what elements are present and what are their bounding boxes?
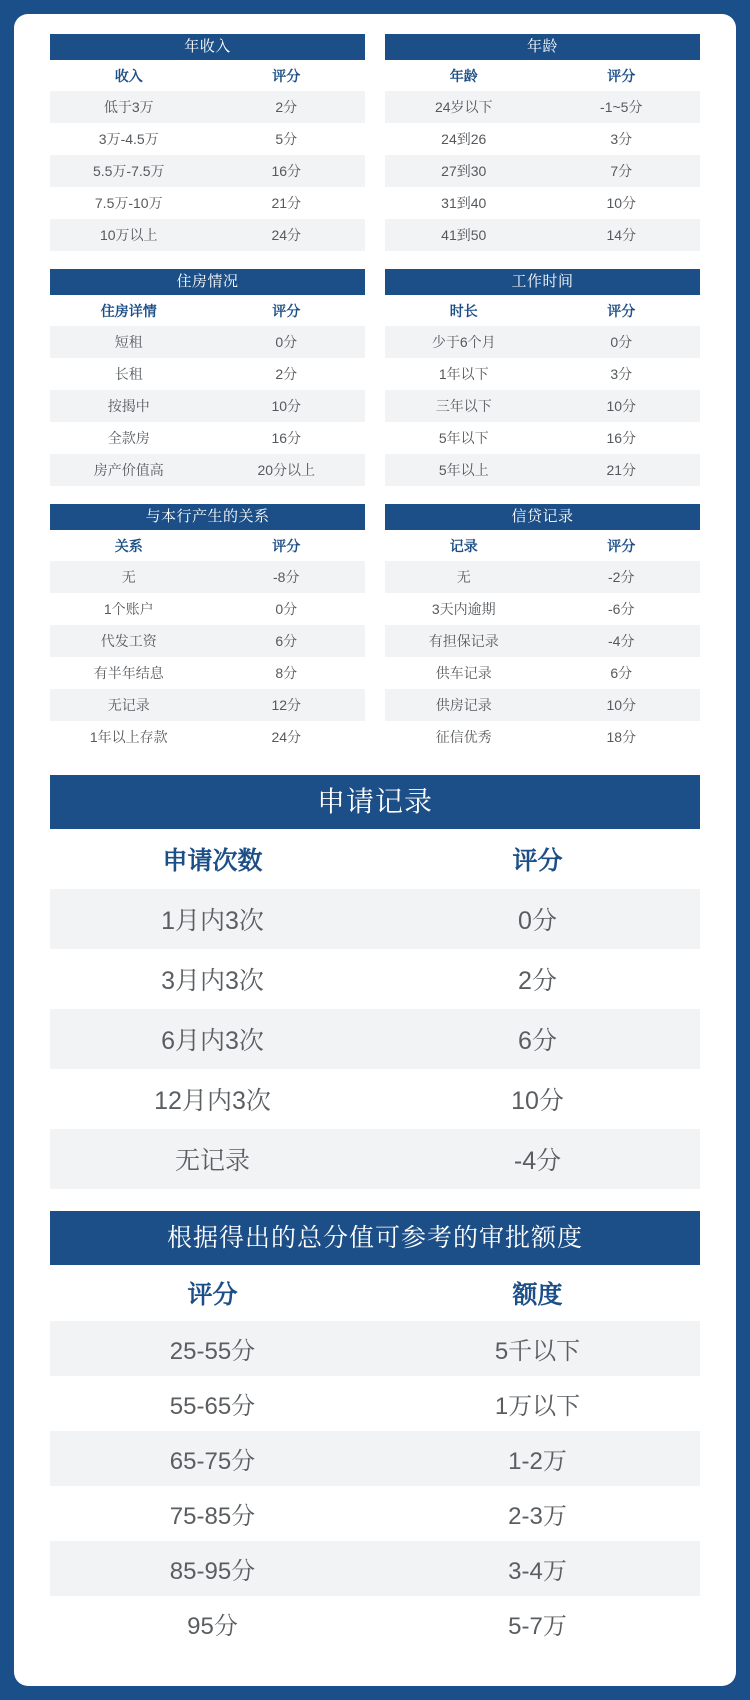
table-row: [50, 949, 700, 1009]
table-title: 年收入: [50, 34, 365, 60]
cell-label: 长租: [50, 358, 208, 390]
table-header-row: [50, 829, 700, 889]
table-row: [385, 326, 700, 358]
cell-label: 10万以上: [50, 219, 208, 251]
table-title: 与本行产生的关系: [50, 504, 365, 530]
column-header: 申请次数: [50, 829, 375, 889]
cell-score: 0分: [208, 593, 366, 625]
table: [385, 295, 700, 486]
cell-score: 6分: [375, 1009, 700, 1069]
cell-label: 有半年结息: [50, 657, 208, 689]
cell-score: 6分: [543, 657, 701, 689]
cell-label: 31到40: [385, 187, 543, 219]
cell-label: 7.5万-10万: [50, 187, 208, 219]
cell-score: -1~5分: [543, 91, 701, 123]
table-row: [50, 1009, 700, 1069]
table-row: [50, 889, 700, 949]
cell-label: 24到26: [385, 123, 543, 155]
cell-label: 短租: [50, 326, 208, 358]
column-header: 评分: [50, 1265, 375, 1321]
table-row: [50, 1321, 700, 1376]
table-title: 年龄: [385, 34, 700, 60]
table-row: [385, 91, 700, 123]
cell-score: 16分: [208, 155, 366, 187]
cell-label: 24岁以下: [385, 91, 543, 123]
column-header: 关系: [50, 530, 208, 561]
table-row: [50, 1069, 700, 1129]
table-income: [50, 34, 365, 251]
table-row: [50, 561, 365, 593]
table-header-row: [50, 1265, 700, 1321]
cell-score: -6分: [543, 593, 701, 625]
cell-score: -2分: [543, 561, 701, 593]
table-row: [385, 561, 700, 593]
cell-score: 10分: [208, 390, 366, 422]
cell-label: 27到30: [385, 155, 543, 187]
cell-label: 代发工资: [50, 625, 208, 657]
table-row: [385, 625, 700, 657]
table: [50, 60, 365, 251]
table-header-row: [385, 60, 700, 91]
column-header: 评分: [543, 530, 701, 561]
table: [50, 530, 365, 753]
cell-score: 10分: [543, 689, 701, 721]
cell-label: 三年以下: [385, 390, 543, 422]
cell-score: -4分: [543, 625, 701, 657]
table-header-row: [50, 295, 365, 326]
table-row: [385, 721, 700, 753]
cell-label: 6月内3次: [50, 1009, 375, 1069]
table-row: [50, 1129, 700, 1189]
table-application-records: [50, 775, 700, 1189]
cell-label: 征信优秀: [385, 721, 543, 753]
table-row: [385, 187, 700, 219]
table-title: 住房情况: [50, 269, 365, 295]
column-header: 评分: [543, 295, 701, 326]
table-title: 根据得出的总分值可参考的审批额度: [50, 1211, 700, 1265]
cell-score: 2分: [208, 358, 366, 390]
mini-tables-grid: [50, 34, 700, 753]
table-housing: [50, 269, 365, 486]
cell-score: 0分: [543, 326, 701, 358]
cell-amount: 5-7万: [375, 1596, 700, 1651]
table-row: [50, 1596, 700, 1651]
table-row: [50, 155, 365, 187]
column-header: 年龄: [385, 60, 543, 91]
cell-label: 5年以下: [385, 422, 543, 454]
cell-score-range: 85-95分: [50, 1541, 375, 1596]
table-row: [50, 454, 365, 486]
cell-score: 8分: [208, 657, 366, 689]
table: [50, 1265, 700, 1651]
table-row: [50, 187, 365, 219]
cell-label: 全款房: [50, 422, 208, 454]
column-header: 住房详情: [50, 295, 208, 326]
cell-score: 24分: [208, 721, 366, 753]
cell-label: 1个账户: [50, 593, 208, 625]
table-row: [50, 390, 365, 422]
column-header: 时长: [385, 295, 543, 326]
table-bank-relationship: [50, 504, 365, 753]
table-row: [50, 91, 365, 123]
table-header-row: [50, 530, 365, 561]
table-row: [385, 422, 700, 454]
table-work-duration: [385, 269, 700, 486]
cell-score-range: 65-75分: [50, 1431, 375, 1486]
cell-score: 21分: [208, 187, 366, 219]
cell-label: 供车记录: [385, 657, 543, 689]
table-row: [385, 593, 700, 625]
table-age: [385, 34, 700, 251]
table-row: [50, 358, 365, 390]
table-row: [385, 657, 700, 689]
table-row: [50, 721, 365, 753]
table-row: [50, 1486, 700, 1541]
table-row: [50, 326, 365, 358]
cell-score: 18分: [543, 721, 701, 753]
cell-label: 12月内3次: [50, 1069, 375, 1129]
table-row: [385, 689, 700, 721]
table-approval-amount: [50, 1211, 700, 1651]
cell-label: 3万-4.5万: [50, 123, 208, 155]
table-row: [50, 123, 365, 155]
cell-label: 少于6个月: [385, 326, 543, 358]
column-header: 评分: [543, 60, 701, 91]
table-row: [50, 1376, 700, 1431]
table-row: [50, 625, 365, 657]
table-credit-record: [385, 504, 700, 753]
cell-label: 3天内逾期: [385, 593, 543, 625]
table-row: [50, 689, 365, 721]
cell-score: 0分: [208, 326, 366, 358]
table-header-row: [50, 60, 365, 91]
cell-score: 20分以上: [208, 454, 366, 486]
cell-label: 有担保记录: [385, 625, 543, 657]
cell-label: 1年以上存款: [50, 721, 208, 753]
column-header: 额度: [375, 1265, 700, 1321]
table-row: [50, 593, 365, 625]
cell-score: 16分: [543, 422, 701, 454]
cell-score-range: 25-55分: [50, 1321, 375, 1376]
cell-amount: 1万以下: [375, 1376, 700, 1431]
cell-score-range: 95分: [50, 1596, 375, 1651]
cell-label: 1年以下: [385, 358, 543, 390]
table-title: 信贷记录: [385, 504, 700, 530]
cell-label: 按揭中: [50, 390, 208, 422]
cell-score: 24分: [208, 219, 366, 251]
table-row: [385, 219, 700, 251]
cell-label: 房产价值高: [50, 454, 208, 486]
cell-score: 5分: [208, 123, 366, 155]
column-header: 评分: [208, 60, 366, 91]
cell-score: 12分: [208, 689, 366, 721]
cell-amount: 1-2万: [375, 1431, 700, 1486]
document-sheet: [14, 14, 736, 1686]
table-row: [385, 390, 700, 422]
table-row: [385, 454, 700, 486]
table-header-row: [385, 295, 700, 326]
table: [385, 530, 700, 753]
cell-label: 3月内3次: [50, 949, 375, 1009]
cell-amount: 5千以下: [375, 1321, 700, 1376]
table-row: [50, 1431, 700, 1486]
table-title: 申请记录: [50, 775, 700, 829]
cell-label: 41到50: [385, 219, 543, 251]
cell-score: 2分: [208, 91, 366, 123]
cell-label: 5年以上: [385, 454, 543, 486]
cell-score: 2分: [375, 949, 700, 1009]
table: [50, 295, 365, 486]
table-row: [50, 1541, 700, 1596]
cell-score: 14分: [543, 219, 701, 251]
cell-label: 1月内3次: [50, 889, 375, 949]
cell-score: 6分: [208, 625, 366, 657]
table-title: 工作时间: [385, 269, 700, 295]
table-row: [385, 155, 700, 187]
cell-score-range: 55-65分: [50, 1376, 375, 1431]
table-row: [385, 358, 700, 390]
cell-label: 无记录: [50, 689, 208, 721]
cell-score: -8分: [208, 561, 366, 593]
cell-amount: 2-3万: [375, 1486, 700, 1541]
cell-score: 7分: [543, 155, 701, 187]
cell-score: 21分: [543, 454, 701, 486]
table-row: [50, 219, 365, 251]
cell-label: 无记录: [50, 1129, 375, 1189]
cell-score: 3分: [543, 123, 701, 155]
cell-label: 无: [385, 561, 543, 593]
table-row: [50, 657, 365, 689]
cell-score: 16分: [208, 422, 366, 454]
cell-score-range: 75-85分: [50, 1486, 375, 1541]
table-row: [385, 123, 700, 155]
column-header: 评分: [375, 829, 700, 889]
cell-score: 3分: [543, 358, 701, 390]
cell-score: 10分: [543, 187, 701, 219]
cell-label: 无: [50, 561, 208, 593]
cell-amount: 3-4万: [375, 1541, 700, 1596]
column-header: 记录: [385, 530, 543, 561]
cell-score: 10分: [543, 390, 701, 422]
table-row: [50, 422, 365, 454]
cell-label: 5.5万-7.5万: [50, 155, 208, 187]
table-header-row: [385, 530, 700, 561]
table: [50, 829, 700, 1189]
column-header: 收入: [50, 60, 208, 91]
cell-label: 供房记录: [385, 689, 543, 721]
column-header: 评分: [208, 295, 366, 326]
cell-score: 0分: [375, 889, 700, 949]
table: [385, 60, 700, 251]
cell-label: 低于3万: [50, 91, 208, 123]
column-header: 评分: [208, 530, 366, 561]
cell-score: 10分: [375, 1069, 700, 1129]
cell-score: -4分: [375, 1129, 700, 1189]
